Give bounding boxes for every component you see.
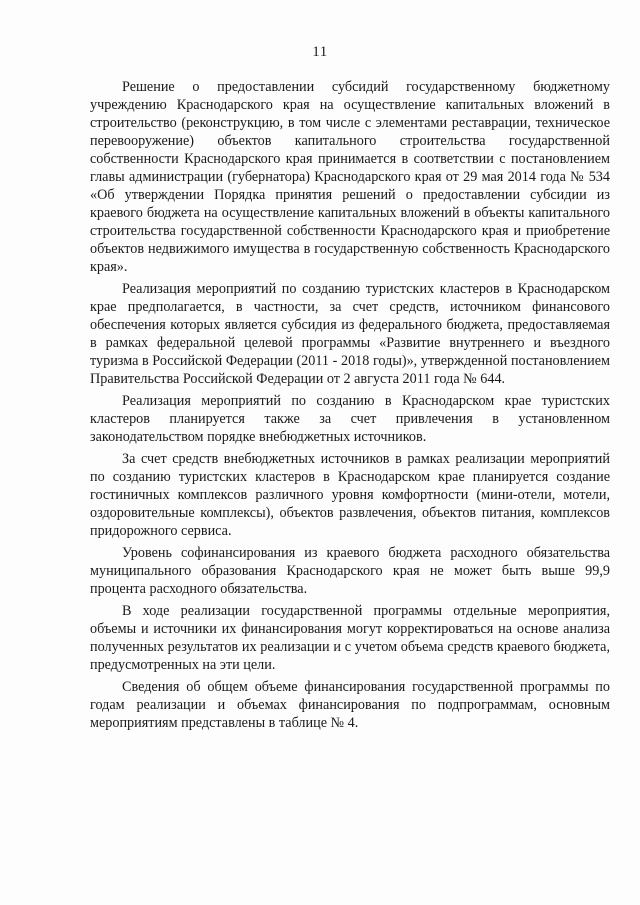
paragraph-program-adjustments: В ходе реализации государственной программы отдельные мероприятия, объемы и источники их финансирования могут корректироваться на основе анализа полученных результатов их реализации и с учетом объема средств краевого бюджета, предусмотренных на эти цели. [90,603,610,673]
paragraph-extrabudgetary-sources: Реализация мероприятий по созданию в Краснодарском крае туристских кластеров планируется также за счет привлечения в установленном законодательством порядке внебюджетных источников. [90,393,610,445]
paragraph-cofinancing-level: Уровень софинансирования из краевого бюджета расходного обязательства муниципального образования Краснодарского края не может быть выше 99,9 процента расходного обязательства. [90,545,610,597]
paragraph-financing-summary: Сведения об общем объеме финансирования государственной программы по годам реализации и объемах финансирования по подпрограммам, основным мероприятиям представлены в таблице № 4. [90,679,610,731]
page-number: 11 [312,44,328,60]
paragraph-extrabudgetary-facilities: За счет средств внебюджетных источников в рамках реализации мероприятий по созданию туристских кластеров в Краснодарском крае планируется создание гостиничных комплексов различного уровня комфортности (мини-отели, мотели, оздоровительные комплексы), объектов развлечения, объектов питания, комплексов придорожного сервиса. [90,451,610,539]
paragraph-tourist-clusters-federal: Реализация мероприятий по созданию туристских кластеров в Краснодарском крае предполагается, в частности, за счет средств, источником финансового обеспечения которых является субсидия из федерального бюджета, предоставляемая в рамках федеральной целевой программы «Развитие внутреннего и въездного туризма в Российской Федерации (2011 - 2018 годы)», утвержденной постановлением Правительства Российской Федерации от 2 августа 2011 года № 644. [90,281,610,387]
paragraph-subsidy-decision: Решение о предоставлении субсидий государственному бюджетному учреждению Краснодарского края на осуществление капитальных вложений в строительство (реконструкцию, в том числе с элементами реставрации, техническое перевооружение) объектов капитального строительства государственной собственности Краснодарского края принимается в соответствии с постановлением главы администрации (губернатора) Краснодарского края от 29 мая 2014 года № 534 «Об утверждении Порядка принятия решений о предоставлении субсидии из краевого бюджета на осуществление капитальных вложений в объекты капитального строительства государственной собственности Краснодарского края и приобретение объектов недвижимого имущества в государственную собственность Краснодарского края». [90,79,610,275]
document-body [90,78,610,732]
